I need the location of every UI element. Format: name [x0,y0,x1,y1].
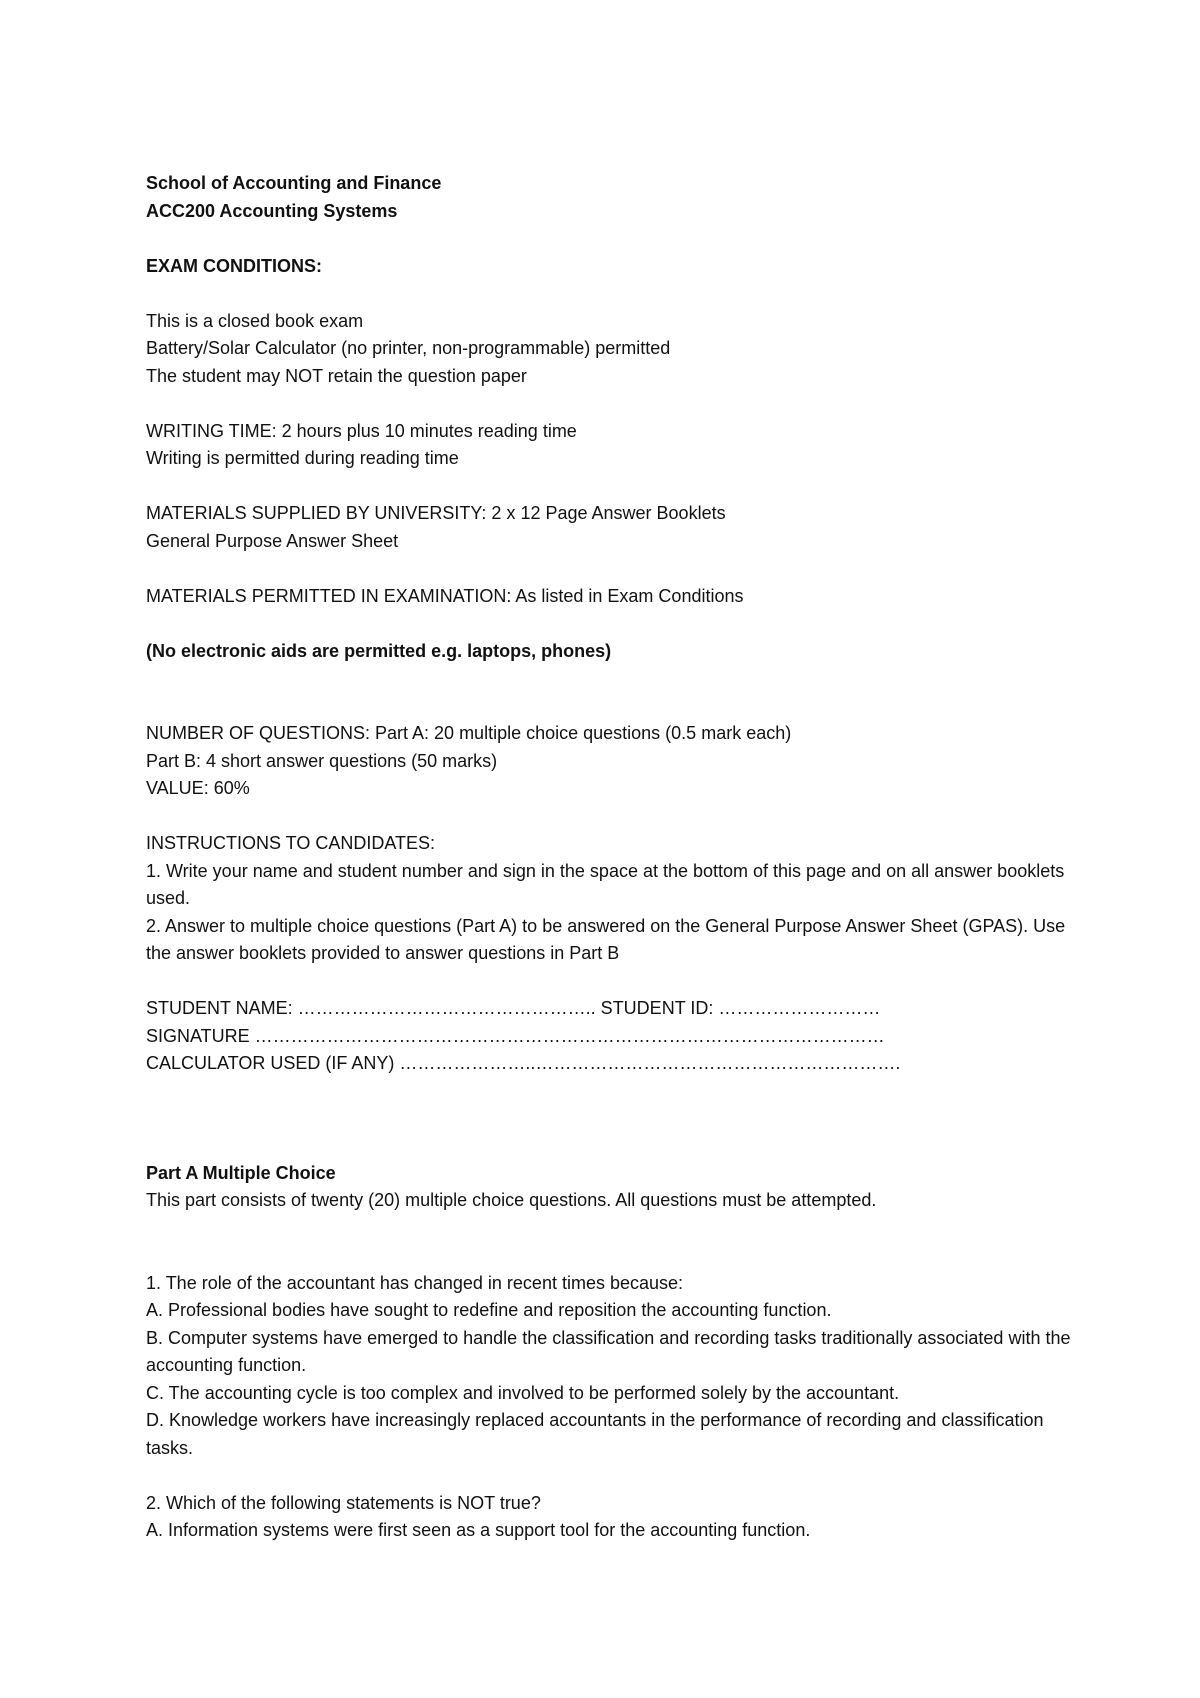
question-stem: 2. Which of the following statements is NOT true? [146,1492,541,1513]
writing-time: WRITING TIME: 2 hours plus 10 minutes reading time [146,420,577,441]
answer-option: D. Knowledge workers have increasingly replaced accountants in the performance of recording and classification tasks. [146,1410,1049,1458]
question-1 [146,1270,1076,1463]
instruction-item: 1. Write your name and student number and sign in the space at the bottom of this page and on all answer booklets used. [146,860,1070,908]
materials-supplied: MATERIALS SUPPLIED BY UNIVERSITY: 2 x 12 Page Answer Booklets [146,503,726,523]
school-name: School of Accounting and Finance [146,173,442,193]
instruction-item: 2. Answer to multiple choice questions (Part A) to be answered on the General Purpose Answer Sheet (GPAS). Use the answer booklets provided to answer questions in Part B [146,915,1071,963]
part-a-title: Part A Multiple Choice [146,1162,336,1183]
part-b-info: Part B: 4 short answer questions (50 marks) [146,750,498,771]
calculator-used-field: CALCULATOR USED (IF ANY) …………………..……………………………………………………. [146,1053,901,1073]
course-title: ACC200 Accounting Systems [146,200,398,221]
materials-supplied-extra: General Purpose Answer Sheet [146,530,399,551]
answer-option: B. Computer systems have emerged to handle the classification and recording tasks traditionally associated with the accounting function. [146,1327,1076,1375]
exam-value: VALUE: 60% [146,778,250,798]
answer-option: A. Information systems were first seen as a support tool for the accounting function. [146,1520,811,1540]
signature-field: SIGNATURE …………………………………………………………………………………………… [146,1025,885,1046]
materials-permitted: MATERIALS PERMITTED IN EXAMINATION: As listed in Exam Conditions [146,585,744,606]
exam-condition-line: This is a closed book exam [146,310,364,331]
answer-option: C. The accounting cycle is too complex and involved to be performed solely by the accountant. [146,1382,900,1403]
exam-cover-page [146,170,1076,1545]
number-of-questions: NUMBER OF QUESTIONS: Part A: 20 multiple choice questions (0.5 mark each) [146,723,792,743]
writing-time-note: Writing is permitted during reading time [146,448,459,468]
student-name-id-field: STUDENT NAME: ………………………………………….. STUDENT ID: ……………………… [146,998,881,1018]
exam-conditions-heading: EXAM CONDITIONS: [146,255,323,276]
exam-condition-line: The student may NOT retain the question paper [146,365,527,386]
part-a-description: This part consists of twenty (20) multiple choice questions. All questions must be attempted. [146,1190,877,1210]
exam-condition-line: Battery/Solar Calculator (no printer, non-programmable) permitted [146,338,671,358]
answer-option: A. Professional bodies have sought to redefine and reposition the accounting function. [146,1300,832,1320]
instructions-heading: INSTRUCTIONS TO CANDIDATES: [146,833,436,853]
question-2 [146,1490,1076,1545]
electronic-aids-note: (No electronic aids are permitted e.g. laptops, phones) [146,640,612,661]
question-stem: 1. The role of the accountant has changed in recent times because: [146,1272,684,1293]
